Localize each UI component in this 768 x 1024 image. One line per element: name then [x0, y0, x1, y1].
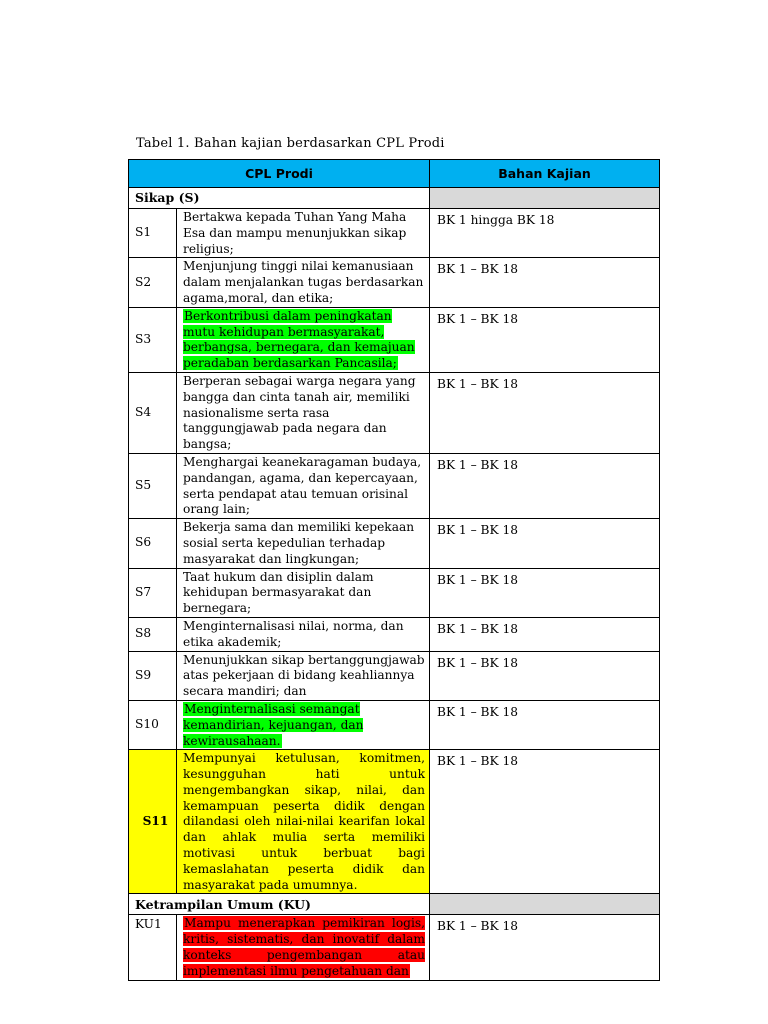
row-bahan-kajian: BK 1 – BK 18	[430, 915, 660, 980]
row-code: S3	[129, 307, 177, 372]
row-bahan-kajian: BK 1 – BK 18	[430, 651, 660, 700]
table-row	[129, 568, 660, 617]
row-description: Bertakwa kepada Tuhan Yang Maha Esa dan mampu menunjukkan sikap religius;	[177, 209, 430, 258]
row-description-cell	[177, 915, 430, 980]
cpl-table	[128, 159, 660, 981]
row-description: Berperan sebagai warga negara yang bangga dan cinta tanah air, memiliki nasionalisme serta rasa tanggungjawab pada negara dan bangsa;	[177, 372, 430, 453]
table-row	[129, 372, 660, 453]
row-bahan-kajian: BK 1 – BK 18	[430, 519, 660, 568]
table-header-row	[129, 160, 660, 188]
row-code: S10	[129, 700, 177, 749]
row-code: S6	[129, 519, 177, 568]
table-row	[129, 750, 660, 894]
row-description: Menginternalisasi nilai, norma, dan etika akademik;	[177, 617, 430, 651]
header-cpl-prodi: CPL Prodi	[129, 160, 430, 188]
row-code: S9	[129, 651, 177, 700]
table-row	[129, 258, 660, 307]
row-code: S11	[129, 750, 177, 894]
row-code: S8	[129, 617, 177, 651]
row-description: Taat hukum dan disiplin dalam kehidupan bermasyarakat dan bernegara;	[177, 568, 430, 617]
section-row-sikap	[129, 188, 660, 209]
table-row	[129, 915, 660, 980]
row-bahan-kajian: BK 1 hingga BK 18	[430, 209, 660, 258]
row-description-highlighted: Berkontribusi dalam peningkatan mutu kehidupan bermasyarakat, berbangsa, bernegara, dan kemajuan peradaban berdasarkan Pancasila;	[183, 308, 415, 371]
row-code: S7	[129, 568, 177, 617]
table-caption: Tabel 1. Bahan kajian berdasarkan CPL Prodi	[136, 136, 445, 151]
table-row	[129, 617, 660, 651]
row-code: S1	[129, 209, 177, 258]
row-code: KU1	[129, 915, 177, 980]
row-bahan-kajian: BK 1 – BK 18	[430, 307, 660, 372]
section-grey-cell	[430, 188, 660, 209]
row-code: S4	[129, 372, 177, 453]
row-bahan-kajian: BK 1 – BK 18	[430, 372, 660, 453]
table-row	[129, 700, 660, 749]
row-description: Menjunjung tinggi nilai kemanusiaan dalam menjalankan tugas berdasarkan agama,moral, dan etika;	[177, 258, 430, 307]
row-bahan-kajian: BK 1 – BK 18	[430, 750, 660, 894]
row-description: Mempunyai ketulusan, komitmen, kesungguhan hati untuk mengembangkan sikap, nilai, dan kemampuan peserta didik dengan dilandasi oleh nilai-nilai kearifan lokal dan ahlak mulia serta memiliki motivasi untuk berbuat bagi kemaslahatan peserta didik dan masyarakat pada umumnya.	[177, 750, 430, 894]
row-code: S5	[129, 453, 177, 518]
row-description-cell	[177, 700, 430, 749]
table-row	[129, 209, 660, 258]
row-bahan-kajian: BK 1 – BK 18	[430, 617, 660, 651]
row-bahan-kajian: BK 1 – BK 18	[430, 258, 660, 307]
row-bahan-kajian: BK 1 – BK 18	[430, 700, 660, 749]
table-row	[129, 519, 660, 568]
row-bahan-kajian: BK 1 – BK 18	[430, 568, 660, 617]
row-description-highlighted: Menginternalisasi semangat kemandirian, kejuangan, dan kewirausahaan.	[183, 701, 364, 748]
row-description-cell	[177, 307, 430, 372]
row-description: Menunjukkan sikap bertanggungjawab atas pekerjaan di bidang keahliannya secara mandiri; dan	[177, 651, 430, 700]
row-description: Bekerja sama dan memiliki kepekaan sosial serta kepedulian terhadap masyarakat dan lingkungan;	[177, 519, 430, 568]
section-grey-cell	[430, 894, 660, 915]
table-row	[129, 453, 660, 518]
row-description-highlighted: Mampu menerapkan pemikiran logis, kritis, sistematis, dan inovatif dalam konteks pengembangan atau implementasi ilmu pengetahuan dan	[183, 916, 425, 978]
section-title-ku: Ketrampilan Umum (KU)	[129, 894, 430, 915]
row-description: Menghargai keanekaragaman budaya, pandangan, agama, dan kepercayaan, serta pendapat atau temuan orisinal orang lain;	[177, 453, 430, 518]
table-row	[129, 307, 660, 372]
row-code: S2	[129, 258, 177, 307]
section-title-sikap: Sikap (S)	[129, 188, 430, 209]
section-row-ku	[129, 894, 660, 915]
row-bahan-kajian: BK 1 – BK 18	[430, 453, 660, 518]
table-row	[129, 651, 660, 700]
header-bahan-kajian: Bahan Kajian	[430, 160, 660, 188]
